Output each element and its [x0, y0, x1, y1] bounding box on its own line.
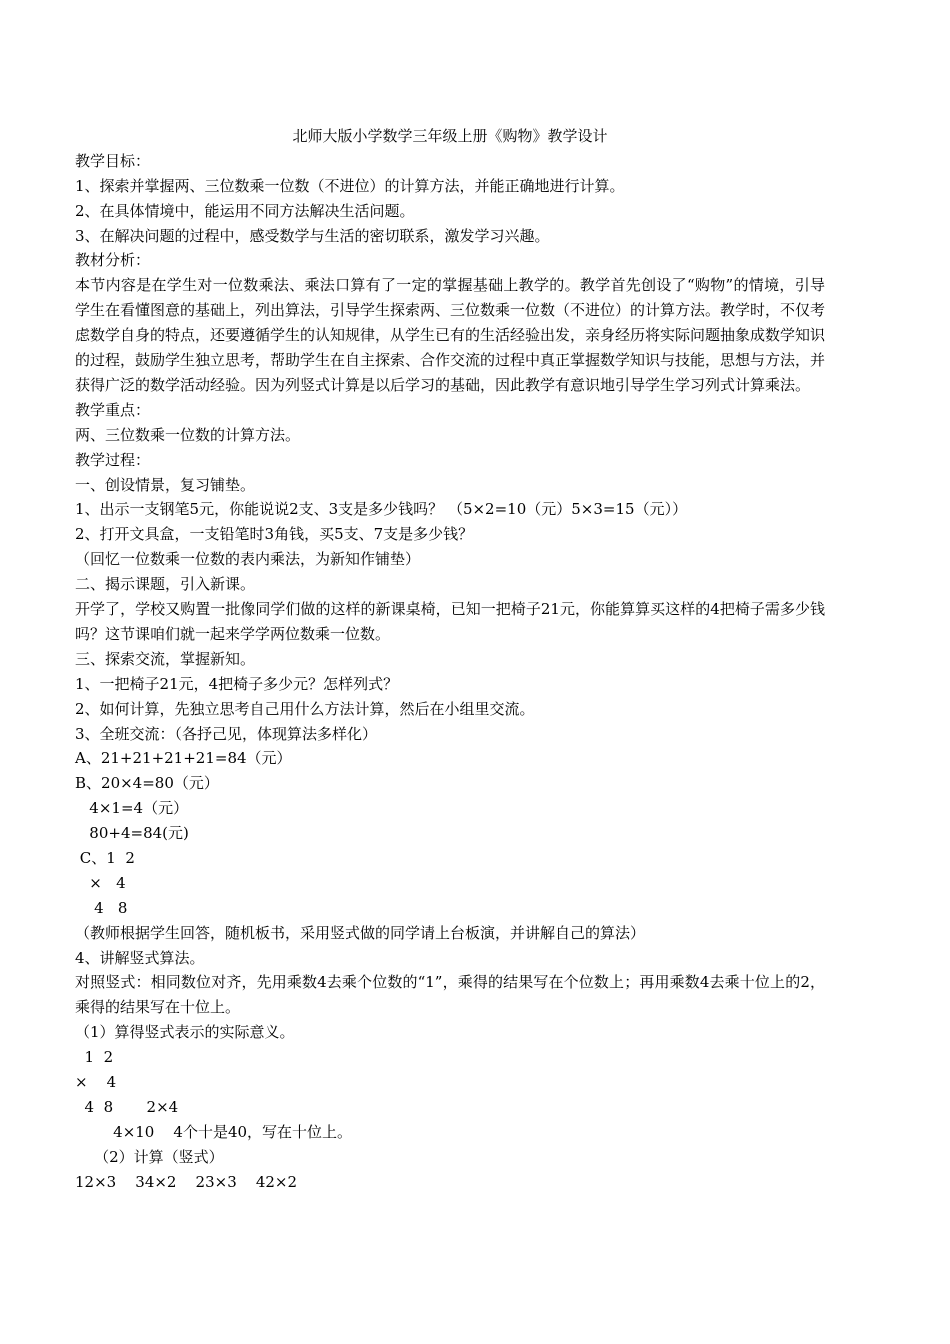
method-c-line-2: × 4 [75, 873, 126, 892]
document-title: 北师大版小学数学三年级上册《购物》教学设计 [292, 127, 608, 145]
teacher-note: （教师根据学生回答，随机板书，采用竖式做的同学请上台板演，并讲解自己的算法） [75, 923, 646, 942]
section-1-heading: 一、创设情景，复习铺垫。 [75, 475, 256, 494]
exercise-line: 12×3 34×2 23×3 42×2 [75, 1172, 298, 1191]
vertical-line-1: 1 2 [75, 1048, 114, 1067]
vertical-line-4: 4×10 4个十是40，写在十位上。 [75, 1122, 353, 1141]
subitem-1: （1）算得竖式表示的实际意义。 [75, 1023, 295, 1042]
objective-1: 1、探索并掌握两、三位数乘一位数（不进位）的计算方法，并能正确地进行计算。 [75, 176, 625, 195]
heading-process: 教学过程： [75, 450, 151, 469]
method-c-line-1: C、1 2 [75, 848, 135, 867]
section-1-item-2: 2、打开文具盒，一支铅笔时3角钱，买5支、7支是多少钱？ [75, 525, 474, 544]
heading-analysis: 教材分析： [75, 251, 151, 270]
method-b-line-2: 4×1=4（元） [75, 799, 189, 818]
section-3-item-4: 4、讲解竖式算法。 [75, 948, 205, 967]
heading-objectives: 教学目标： [75, 151, 151, 170]
section-1-item-1: 1、出示一支钢笔5元，你能说说2支、3支是多少钱吗？ （5×2=10（元）5×3=15（元）） [75, 500, 688, 519]
method-c-line-3: 4 8 [75, 898, 128, 917]
intro-paragraph: 开学了，学校又购置一批像同学们做的这样的新课桌椅，已知一把椅子21元，你能算算买这样的4把椅子需多少钱吗？这节课咱们就一起来学学两位数乘一位数。 [75, 600, 825, 643]
heading-key-point: 教学重点： [75, 400, 151, 419]
section-2-heading: 二、揭示课题，引入新课。 [75, 575, 256, 594]
objective-3: 3、在解决问题的过程中，感受数学与生活的密切联系，激发学习兴趣。 [75, 226, 550, 245]
document-page [75, 124, 825, 1194]
section-3-item-2: 2、如何计算，先独立思考自己用什么方法计算，然后在小组里交流。 [75, 699, 535, 718]
section-3-item-1: 1、一把椅子21元，4把椅子多少元？怎样列式？ [75, 674, 399, 693]
vertical-line-2: × 4 [75, 1073, 117, 1091]
method-b-line-3: 80+4=84(元) [75, 824, 189, 843]
method-a: A、21+21+21+21=84（元） [75, 749, 292, 768]
section-3-heading: 三、探索交流，掌握新知。 [75, 649, 256, 668]
method-b-line-1: B、20×4=80（元） [75, 774, 219, 793]
vertical-line-3: 4 8 2×4 [75, 1097, 179, 1116]
section-1-note: （回忆一位数乘一位数的表内乘法，为新知作铺垫） [75, 550, 421, 569]
key-point-text: 两、三位数乘一位数的计算方法。 [75, 425, 301, 444]
analysis-paragraph: 本节内容是在学生对一位数乘法、乘法口算有了一定的掌握基础上教学的。教学首先创设了“购物”的情境，引导学生在看懂图意的基础上，列出算法，引导学生探索两、三位数乘一位数（不进位）的计算方法。教学时，不仅考虑数学自身的特点，还要遵循学生的认知规律，从学生已有的生活经验出发，亲身经历将实际问题抽象成数学知识的过程，鼓励学生独立思考，帮助学生在自主探索、合作交流的过程中真正掌握数学知识与技能，思想与方法，并获得广泛的数学活动经验。因为列竖式计算是以后学习的基础，因此教学有意识地引导学生学习列式计算乘法。 [75, 276, 826, 394]
objective-2: 2、在具体情境中，能运用不同方法解决生活问题。 [75, 201, 415, 220]
subitem-2: （2）计算（竖式） [75, 1147, 224, 1166]
explain-paragraph: 对照竖式：相同数位对齐，先用乘数4去乘个位数的“1”，乘得的结果写在个位数上；再用乘数4去乘十位上的2，乘得的结果写在十位上。 [75, 973, 825, 1017]
section-3-item-3: 3、全班交流：（各抒己见，体现算法多样化） [75, 724, 378, 743]
